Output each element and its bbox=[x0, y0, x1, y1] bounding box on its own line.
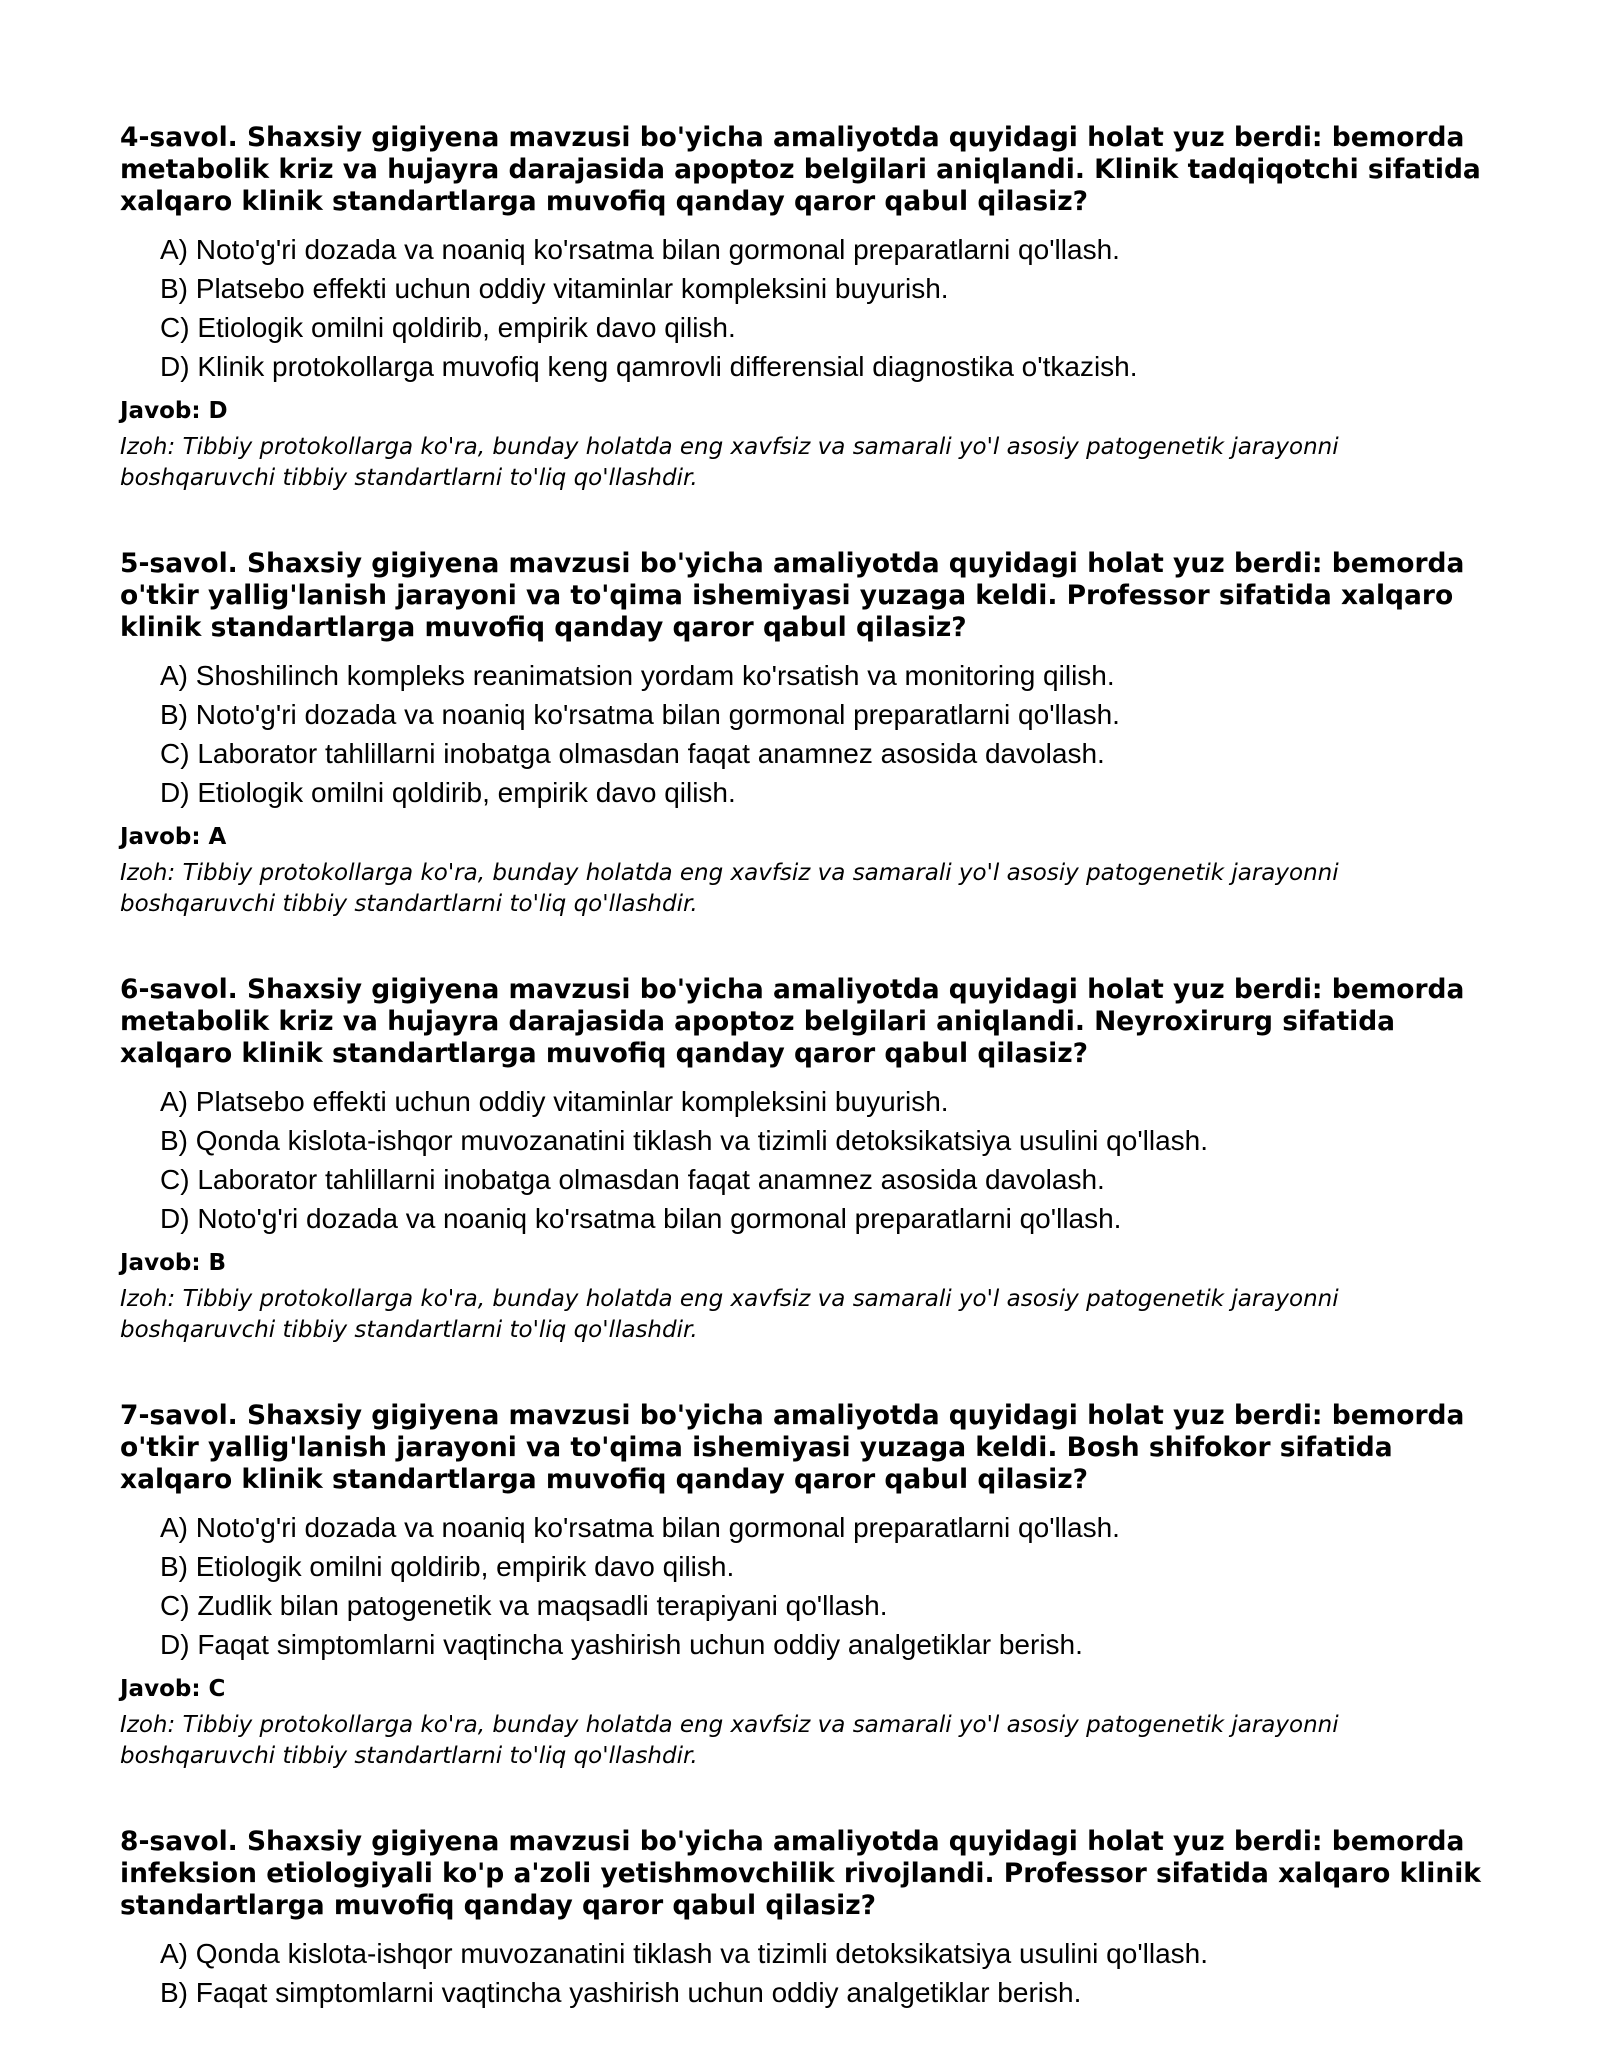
question-text: 5-savol. Shaxsiy gigiyena mavzusi bo'yicha amaliyotda quyidagi holat yuz berdi: bemorda o'tkir yallig'lanish jarayoni va to'qima ishemiyasi yuzaga keldi. Professor sifatida xalqaro klinik standartlarga muvofiq qanday qaror qabul qilasiz? bbox=[120, 548, 1465, 643]
option-a: A) Noto'g'ri dozada va noaniq ko'rsatma bilan gormonal preparatlarni qo'llash. bbox=[160, 234, 1120, 265]
explanation-note: Izoh: Tibbiy protokollarga ko'ra, bunday holatda eng xavfsiz va samarali yo'l asosiy patogenetik jarayonni boshqaruvchi tibbiy standartlarni to'liq qo'llashdir. bbox=[120, 434, 1339, 491]
option-list bbox=[120, 656, 1500, 812]
option-b: B) Faqat simptomlarni vaqtincha yashirish uchun oddiy analgetiklar berish. bbox=[160, 1977, 1082, 2008]
option-d: D) Noto'g'ri dozada va noaniq ko'rsatma bilan gormonal preparatlarni qo'llash. bbox=[160, 1203, 1122, 1234]
option-d: D) Etiologik omilni qoldirib, empirik davo qilish. bbox=[160, 777, 736, 808]
explanation-note: Izoh: Tibbiy protokollarga ko'ra, bunday holatda eng xavfsiz va samarali yo'l asosiy patogenetik jarayonni boshqaruvchi tibbiy standartlarni to'liq qo'llashdir. bbox=[120, 860, 1339, 917]
option-list bbox=[120, 1508, 1500, 1664]
option-b: B) Qonda kislota-ishqor muvozanatini tiklash va tizimli detoksikatsiya usulini qo'llash. bbox=[160, 1125, 1209, 1156]
option-c: C) Laborator tahlillarni inobatga olmasdan faqat anamnez asosida davolash. bbox=[160, 1164, 1105, 1195]
question-text: 7-savol. Shaxsiy gigiyena mavzusi bo'yicha amaliyotda quyidagi holat yuz berdi: bemorda o'tkir yallig'lanish jarayoni va to'qima ishemiyasi yuzaga keldi. Bosh shifokor sifatida xalqaro klinik standartlarga muvofiq qanday qaror qabul qilasiz? bbox=[120, 1400, 1465, 1495]
question-text: 4-savol. Shaxsiy gigiyena mavzusi bo'yicha amaliyotda quyidagi holat yuz berdi: bemorda metabolik kriz va hujayra darajasida apoptoz belgilari aniqlandi. Klinik tadqiqotchi sifatida xalqaro klinik standartlarga muvofiq qanday qaror qabul qilasiz? bbox=[120, 122, 1481, 217]
explanation-note: Izoh: Tibbiy protokollarga ko'ra, bunday holatda eng xavfsiz va samarali yo'l asosiy patogenetik jarayonni boshqaruvchi tibbiy standartlarni to'liq qo'llashdir. bbox=[120, 1712, 1339, 1769]
option-c: C) Zudlik bilan patogenetik va maqsadli terapiyani qo'llash. bbox=[160, 1590, 888, 1621]
option-b: B) Platsebo effekti uchun oddiy vitaminlar kompleksini buyurish. bbox=[160, 273, 949, 304]
question-4 bbox=[120, 122, 1500, 494]
answer-label: Javob: A bbox=[120, 824, 227, 850]
option-a: A) Platsebo effekti uchun oddiy vitaminlar kompleksini buyurish. bbox=[160, 1086, 949, 1117]
option-list bbox=[120, 1082, 1500, 1238]
option-a: A) Qonda kislota-ishqor muvozanatini tiklash va tizimli detoksikatsiya usulini qo'llash. bbox=[160, 1938, 1209, 1969]
option-b: B) Noto'g'ri dozada va noaniq ko'rsatma bilan gormonal preparatlarni qo'llash. bbox=[160, 699, 1120, 730]
answer-label: Javob: D bbox=[120, 398, 228, 424]
question-5 bbox=[120, 548, 1500, 920]
question-6 bbox=[120, 974, 1500, 1346]
explanation-note: Izoh: Tibbiy protokollarga ko'ra, bunday holatda eng xavfsiz va samarali yo'l asosiy patogenetik jarayonni boshqaruvchi tibbiy standartlarni to'liq qo'llashdir. bbox=[120, 1286, 1339, 1343]
option-list bbox=[120, 1934, 1500, 2012]
question-8 bbox=[120, 1826, 1500, 2012]
answer-label: Javob: B bbox=[120, 1250, 227, 1276]
question-text: 8-savol. Shaxsiy gigiyena mavzusi bo'yicha amaliyotda quyidagi holat yuz berdi: bemorda infeksion etiologiyali ko'p a'zoli yetishmovchilik rivojlandi. Professor sifatida xalqaro klinik standartlarga muvofiq qanday qaror qabul qilasiz? bbox=[120, 1826, 1481, 1921]
option-list bbox=[120, 230, 1500, 386]
question-text: 6-savol. Shaxsiy gigiyena mavzusi bo'yicha amaliyotda quyidagi holat yuz berdi: bemorda metabolik kriz va hujayra darajasida apoptoz belgilari aniqlandi. Neyroxirurg sifatida xalqaro klinik standartlarga muvofiq qanday qaror qabul qilasiz? bbox=[120, 974, 1465, 1069]
option-a: A) Noto'g'ri dozada va noaniq ko'rsatma bilan gormonal preparatlarni qo'llash. bbox=[160, 1512, 1120, 1543]
answer-label: Javob: C bbox=[120, 1676, 226, 1702]
option-d: D) Faqat simptomlarni vaqtincha yashirish uchun oddiy analgetiklar berish. bbox=[160, 1629, 1083, 1660]
option-d: D) Klinik protokollarga muvofiq keng qamrovli differensial diagnostika o'tkazish. bbox=[160, 351, 1138, 382]
option-c: C) Etiologik omilni qoldirib, empirik davo qilish. bbox=[160, 312, 736, 343]
option-a: A) Shoshilinch kompleks reanimatsion yordam ko'rsatish va monitoring qilish. bbox=[160, 660, 1115, 691]
document-page bbox=[120, 122, 1500, 2066]
option-c: C) Laborator tahlillarni inobatga olmasdan faqat anamnez asosida davolash. bbox=[160, 738, 1105, 769]
question-7 bbox=[120, 1400, 1500, 1772]
option-b: B) Etiologik omilni qoldirib, empirik davo qilish. bbox=[160, 1551, 735, 1582]
